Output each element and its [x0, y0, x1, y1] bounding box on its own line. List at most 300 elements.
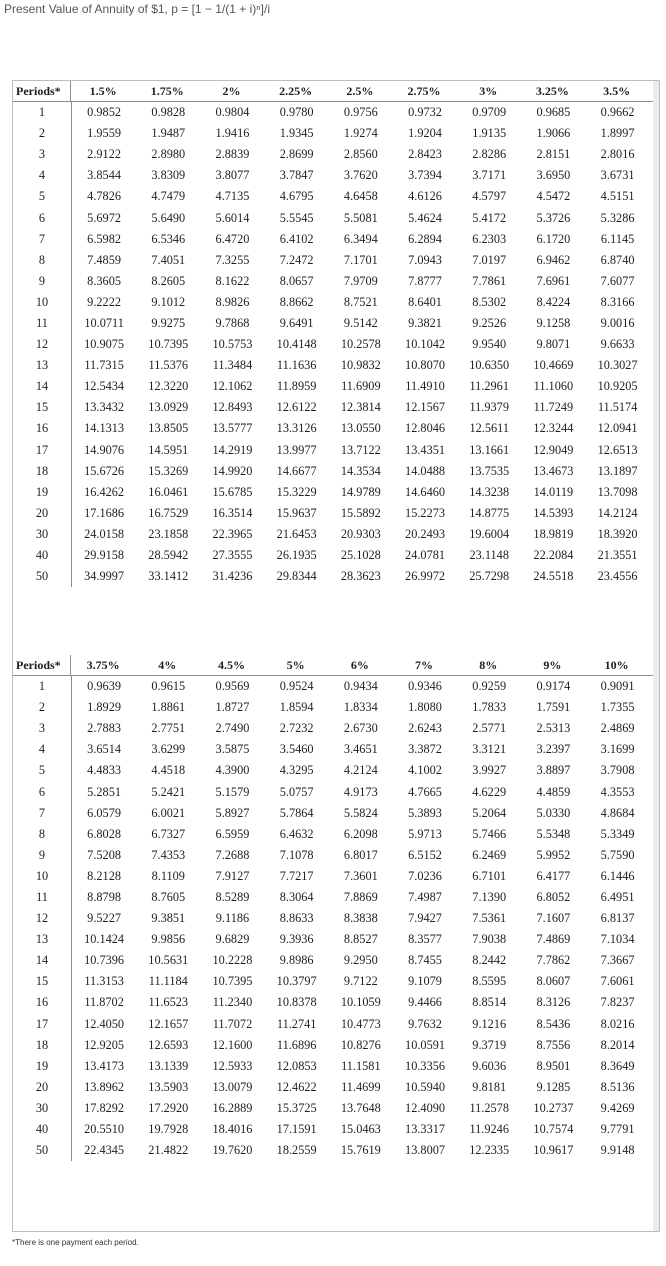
value-cell: 22.4345 — [84, 1143, 125, 1158]
value-cell: 1.9416 — [215, 126, 250, 141]
value-cell: 13.0550 — [340, 421, 381, 436]
value-cell: 19.7928 — [148, 1122, 189, 1137]
value-cell: 14.3534 — [340, 463, 381, 478]
table-row — [13, 1140, 659, 1161]
value-cell: 7.6961 — [536, 273, 571, 288]
value-cell: 12.1657 — [148, 1016, 189, 1031]
header-row — [13, 655, 659, 676]
value-cell: 6.2469 — [472, 847, 507, 862]
value-cell: 3.1699 — [600, 742, 635, 757]
value-cell: 11.8959 — [276, 379, 317, 394]
value-cell: 6.5346 — [151, 231, 186, 246]
value-cell: 9.2950 — [343, 953, 378, 968]
value-cell: 2.8560 — [343, 147, 378, 162]
value-cell: 5.2064 — [472, 805, 507, 820]
period-cell: 2 — [13, 123, 72, 144]
value-cell: 5.6972 — [87, 210, 121, 225]
value-cell: 6.2098 — [343, 826, 378, 841]
value-cell: 6.7327 — [151, 826, 186, 841]
value-cell: 4.1002 — [408, 763, 442, 778]
value-cell: 12.8493 — [212, 400, 253, 415]
rate-header: 3% — [479, 83, 498, 98]
value-cell: 2.8286 — [472, 147, 507, 162]
rate-header: 3.75% — [86, 657, 120, 672]
value-cell: 6.8028 — [87, 826, 121, 841]
value-cell: 13.0929 — [148, 400, 189, 415]
value-cell: 16.7529 — [148, 505, 189, 520]
table-row — [13, 566, 659, 587]
value-cell: 9.8071 — [536, 337, 571, 352]
value-cell: 12.1600 — [212, 1037, 253, 1052]
rate-header: 2.5% — [346, 83, 374, 98]
value-cell: 6.2894 — [408, 231, 442, 246]
value-cell: 0.9852 — [87, 105, 121, 120]
value-cell: 23.1148 — [469, 548, 509, 563]
period-cell: 13 — [13, 929, 72, 950]
table-row — [13, 1056, 659, 1077]
value-cell: 7.2688 — [215, 847, 250, 862]
value-cell: 1.8080 — [408, 700, 442, 715]
value-cell: 10.0711 — [84, 315, 124, 330]
value-cell: 15.3269 — [148, 463, 189, 478]
value-cell: 9.1186 — [215, 911, 250, 926]
value-cell: 23.1858 — [148, 526, 189, 541]
period-cell: 18 — [13, 461, 72, 482]
value-cell: 9.3821 — [408, 315, 442, 330]
value-cell: 15.7619 — [340, 1143, 381, 1158]
value-cell: 34.9997 — [84, 569, 125, 584]
rate-header: 9% — [543, 657, 562, 672]
value-cell: 28.5942 — [148, 548, 189, 563]
value-cell: 5.7864 — [279, 805, 314, 820]
value-cell: 8.8633 — [279, 911, 314, 926]
value-cell: 3.2397 — [536, 742, 571, 757]
value-cell: 9.9148 — [600, 1143, 635, 1158]
table-row — [13, 102, 659, 123]
period-cell: 9 — [13, 845, 72, 866]
value-cell: 0.9709 — [472, 105, 507, 120]
table-row — [13, 229, 659, 250]
value-cell: 4.4518 — [151, 763, 186, 778]
period-cell: 18 — [13, 1035, 72, 1056]
value-cell: 15.3725 — [276, 1100, 317, 1115]
value-cell: 8.3126 — [536, 995, 571, 1010]
value-cell: 6.4720 — [215, 231, 250, 246]
value-cell: 4.6126 — [408, 189, 442, 204]
period-cell: 20 — [13, 503, 72, 524]
value-cell: 12.2335 — [469, 1143, 510, 1158]
value-cell: 2.5771 — [472, 721, 507, 736]
value-cell: 1.8861 — [151, 700, 186, 715]
annuity-table-top — [13, 81, 659, 587]
value-cell: 6.9462 — [536, 252, 571, 267]
value-cell: 7.8869 — [343, 889, 378, 904]
value-cell: 9.2222 — [87, 294, 121, 309]
value-cell: 24.0158 — [84, 526, 125, 541]
table-row — [13, 524, 659, 545]
table-row — [13, 503, 659, 524]
rate-header: 4.5% — [217, 657, 245, 672]
value-cell: 12.0941 — [597, 421, 638, 436]
value-cell: 13.7122 — [340, 442, 381, 457]
value-cell: 8.7556 — [536, 1037, 571, 1052]
value-cell: 2.8423 — [408, 147, 442, 162]
value-cell: 3.6731 — [600, 168, 635, 183]
value-cell: 11.6896 — [276, 1037, 317, 1052]
value-cell: 4.5151 — [600, 189, 635, 204]
value-cell: 10.8070 — [405, 358, 446, 373]
value-cell: 9.7868 — [215, 315, 250, 330]
rate-header: 8% — [479, 657, 498, 672]
period-cell: 8 — [13, 250, 72, 271]
period-cell: 3 — [13, 144, 72, 165]
value-cell: 4.5797 — [472, 189, 507, 204]
value-cell: 8.1622 — [215, 273, 250, 288]
value-cell: 5.3286 — [600, 210, 635, 225]
value-cell: 0.9804 — [215, 105, 250, 120]
value-cell: 21.6453 — [276, 526, 317, 541]
value-cell: 5.7590 — [600, 847, 635, 862]
value-cell: 15.2273 — [405, 505, 446, 520]
value-cell: 7.8237 — [600, 995, 635, 1010]
value-cell: 9.6036 — [472, 1058, 507, 1073]
value-cell: 19.6004 — [469, 526, 510, 541]
table-row — [13, 482, 659, 503]
value-cell: 0.9615 — [151, 679, 186, 694]
value-cell: 14.2124 — [597, 505, 638, 520]
value-cell: 0.9569 — [215, 679, 250, 694]
value-cell: 8.8798 — [87, 889, 121, 904]
value-cell: 7.1607 — [536, 911, 571, 926]
table-row — [13, 1119, 659, 1140]
period-cell: 20 — [13, 1077, 72, 1098]
value-cell: 2.7883 — [87, 721, 121, 736]
right-edge-divider — [653, 81, 659, 1231]
value-cell: 13.3126 — [276, 421, 317, 436]
value-cell: 8.2128 — [87, 868, 121, 883]
period-cell: 50 — [13, 1140, 72, 1161]
value-cell: 2.8980 — [151, 147, 186, 162]
value-cell: 1.9487 — [151, 126, 186, 141]
table-row — [13, 908, 659, 929]
value-cell: 15.5892 — [340, 505, 381, 520]
value-cell: 4.3295 — [279, 763, 314, 778]
header-row — [13, 81, 659, 102]
value-cell: 11.7072 — [212, 1016, 253, 1031]
value-cell: 13.1897 — [597, 463, 638, 478]
value-cell: 5.1579 — [215, 784, 250, 799]
value-cell: 20.5510 — [84, 1122, 125, 1137]
value-cell: 8.7605 — [151, 889, 186, 904]
value-cell: 9.4269 — [600, 1100, 635, 1115]
value-cell: 20.2493 — [405, 526, 446, 541]
value-cell: 6.8740 — [600, 252, 635, 267]
value-cell: 6.8052 — [536, 889, 571, 904]
value-cell: 9.9856 — [151, 932, 186, 947]
value-cell: 8.9501 — [536, 1058, 571, 1073]
value-cell: 12.9205 — [84, 1037, 125, 1052]
value-cell: 5.9952 — [536, 847, 571, 862]
period-cell: 17 — [13, 440, 72, 461]
table-row — [13, 803, 659, 824]
value-cell: 10.3027 — [597, 358, 638, 373]
value-cell: 4.2124 — [343, 763, 378, 778]
value-cell: 14.3238 — [469, 484, 510, 499]
value-cell: 11.7249 — [533, 400, 574, 415]
table-row — [13, 440, 659, 461]
value-cell: 3.7171 — [472, 168, 507, 183]
value-cell: 9.3936 — [279, 932, 314, 947]
value-cell: 2.7490 — [215, 721, 250, 736]
table-row — [13, 739, 659, 760]
period-cell: 11 — [13, 313, 72, 334]
period-cell: 15 — [13, 397, 72, 418]
value-cell: 12.4622 — [276, 1079, 317, 1094]
value-cell: 1.7355 — [600, 700, 635, 715]
table-row — [13, 376, 659, 397]
value-cell: 10.9205 — [597, 379, 638, 394]
value-cell: 7.9127 — [215, 868, 250, 883]
table-row — [13, 887, 659, 908]
value-cell: 8.5136 — [600, 1079, 635, 1094]
table-row — [13, 123, 659, 144]
table-row — [13, 697, 659, 718]
value-cell: 33.1412 — [148, 569, 189, 584]
table-row — [13, 292, 659, 313]
value-cell: 13.3317 — [405, 1122, 446, 1137]
value-cell: 13.4351 — [405, 442, 446, 457]
value-cell: 8.3577 — [408, 932, 442, 947]
value-cell: 5.2851 — [87, 784, 121, 799]
value-cell: 7.9709 — [343, 273, 378, 288]
value-cell: 1.8929 — [87, 700, 121, 715]
value-cell: 5.4624 — [408, 210, 442, 225]
value-cell: 8.3064 — [279, 889, 314, 904]
value-cell: 11.6523 — [148, 995, 189, 1010]
periods-header: Periods* — [13, 655, 71, 675]
table-row — [13, 165, 659, 186]
value-cell: 6.5982 — [87, 231, 121, 246]
value-cell: 13.3432 — [84, 400, 125, 415]
value-cell: 9.7632 — [408, 1016, 442, 1031]
period-cell: 19 — [13, 1056, 72, 1077]
value-cell: 8.0657 — [279, 273, 314, 288]
value-cell: 6.8137 — [600, 911, 635, 926]
annuity-table-sheet — [12, 80, 660, 1232]
value-cell: 9.1012 — [151, 294, 186, 309]
value-cell: 9.5227 — [87, 911, 121, 926]
period-cell: 5 — [13, 760, 72, 781]
value-cell: 8.8514 — [472, 995, 507, 1010]
value-cell: 10.9617 — [533, 1143, 574, 1158]
value-cell: 12.0853 — [276, 1058, 317, 1073]
value-cell: 4.7479 — [151, 189, 186, 204]
table-row — [13, 461, 659, 482]
value-cell: 11.5174 — [597, 400, 638, 415]
value-cell: 4.4859 — [536, 784, 571, 799]
value-cell: 11.2340 — [212, 995, 253, 1010]
value-cell: 15.3229 — [276, 484, 317, 499]
value-cell: 10.0591 — [405, 1037, 446, 1052]
value-cell: 1.9135 — [472, 126, 507, 141]
value-cell: 4.4833 — [87, 763, 121, 778]
table-row — [13, 271, 659, 292]
value-cell: 7.3667 — [600, 953, 635, 968]
value-cell: 25.7298 — [469, 569, 510, 584]
table-row — [13, 313, 659, 334]
value-cell: 10.1059 — [340, 995, 381, 1010]
value-cell: 7.5208 — [87, 847, 121, 862]
value-cell: 10.4148 — [276, 337, 317, 352]
value-cell: 1.9559 — [87, 126, 121, 141]
period-cell: 4 — [13, 165, 72, 186]
value-cell: 10.5753 — [212, 337, 253, 352]
value-cell: 0.9524 — [279, 679, 314, 694]
period-cell: 7 — [13, 229, 72, 250]
value-cell: 11.5376 — [148, 358, 189, 373]
value-cell: 25.1028 — [340, 548, 381, 563]
value-cell: 13.9977 — [276, 442, 317, 457]
value-cell: 11.6909 — [341, 379, 381, 394]
value-cell: 5.6014 — [215, 210, 250, 225]
value-cell: 8.7455 — [408, 953, 442, 968]
value-cell: 0.9732 — [408, 105, 442, 120]
value-cell: 9.7791 — [600, 1122, 635, 1137]
value-cell: 10.2228 — [212, 953, 253, 968]
period-cell: 6 — [13, 781, 72, 802]
period-cell: 1 — [13, 102, 72, 123]
value-cell: 12.1567 — [405, 400, 446, 415]
value-cell: 4.6458 — [343, 189, 378, 204]
table-row — [13, 545, 659, 566]
value-cell: 8.3605 — [87, 273, 121, 288]
value-cell: 1.7833 — [472, 700, 507, 715]
value-cell: 7.1078 — [279, 847, 314, 862]
value-cell: 5.6490 — [151, 210, 186, 225]
value-cell: 1.9204 — [408, 126, 442, 141]
value-cell: 11.7315 — [84, 358, 124, 373]
table-row — [13, 1035, 659, 1056]
value-cell: 0.9828 — [151, 105, 186, 120]
value-cell: 8.5289 — [215, 889, 250, 904]
value-cell: 13.7535 — [469, 463, 510, 478]
value-cell: 18.4016 — [212, 1122, 253, 1137]
value-cell: 1.8727 — [215, 700, 250, 715]
value-cell: 3.6514 — [87, 742, 121, 757]
value-cell: 7.4051 — [151, 252, 186, 267]
value-cell: 12.5611 — [469, 421, 509, 436]
table-row — [13, 186, 659, 207]
value-cell: 8.2442 — [472, 953, 507, 968]
value-cell: 5.5545 — [279, 210, 314, 225]
value-cell: 11.8702 — [84, 995, 124, 1010]
value-cell: 9.6491 — [279, 315, 314, 330]
table-row — [13, 250, 659, 271]
value-cell: 7.6077 — [600, 273, 635, 288]
value-cell: 14.2919 — [212, 442, 253, 457]
value-cell: 11.3484 — [212, 358, 253, 373]
value-cell: 9.8986 — [279, 953, 314, 968]
value-cell: 7.8777 — [408, 273, 442, 288]
value-cell: 29.8344 — [276, 569, 317, 584]
value-cell: 7.1034 — [600, 932, 635, 947]
value-cell: 10.3797 — [276, 974, 317, 989]
value-cell: 11.2741 — [276, 1016, 317, 1031]
period-cell: 14 — [13, 950, 72, 971]
value-cell: 9.6829 — [215, 932, 250, 947]
value-cell: 4.9173 — [343, 784, 378, 799]
value-cell: 10.9832 — [340, 358, 381, 373]
value-cell: 10.6350 — [469, 358, 510, 373]
table-row — [13, 397, 659, 418]
value-cell: 13.5903 — [148, 1079, 189, 1094]
rate-header: 2% — [222, 83, 241, 98]
value-cell: 18.2559 — [276, 1143, 317, 1158]
footnote: *There is one payment each period. — [12, 1238, 139, 1247]
value-cell: 2.8839 — [215, 147, 250, 162]
period-cell: 40 — [13, 545, 72, 566]
value-cell: 6.1446 — [600, 868, 635, 883]
value-cell: 12.5933 — [212, 1058, 253, 1073]
value-cell: 27.3555 — [212, 548, 253, 563]
value-cell: 14.1313 — [84, 421, 125, 436]
value-cell: 6.4177 — [536, 868, 571, 883]
value-cell: 8.0216 — [600, 1016, 635, 1031]
value-cell: 11.3153 — [84, 974, 124, 989]
rate-header: 2.75% — [407, 83, 441, 98]
value-cell: 0.9259 — [472, 679, 507, 694]
rate-header: 3.5% — [603, 83, 631, 98]
value-cell: 14.0488 — [405, 463, 446, 478]
value-cell: 4.7135 — [215, 189, 250, 204]
value-cell: 7.0197 — [472, 252, 507, 267]
value-cell: 10.7574 — [533, 1122, 574, 1137]
value-cell: 6.0579 — [87, 805, 121, 820]
value-cell: 9.9275 — [151, 315, 186, 330]
value-cell: 10.5940 — [405, 1079, 446, 1094]
table-row — [13, 781, 659, 802]
value-cell: 17.1591 — [276, 1122, 317, 1137]
value-cell: 10.7395 — [212, 974, 253, 989]
value-cell: 6.1145 — [600, 231, 635, 246]
value-cell: 9.8181 — [472, 1079, 507, 1094]
table-row — [13, 1098, 659, 1119]
value-cell: 15.0463 — [340, 1122, 381, 1137]
value-cell: 6.7101 — [472, 868, 507, 883]
value-cell: 7.5361 — [472, 911, 507, 926]
value-cell: 10.4773 — [340, 1016, 381, 1031]
value-cell: 1.9345 — [279, 126, 314, 141]
value-cell: 14.9076 — [84, 442, 125, 457]
value-cell: 17.8292 — [84, 1100, 125, 1115]
table-row — [13, 144, 659, 165]
value-cell: 9.1285 — [536, 1079, 571, 1094]
period-cell: 30 — [13, 1098, 72, 1119]
value-cell: 8.5436 — [536, 1016, 571, 1031]
value-cell: 4.7665 — [408, 784, 442, 799]
rate-header: 2.25% — [279, 83, 313, 98]
period-cell: 16 — [13, 418, 72, 439]
value-cell: 5.3726 — [536, 210, 571, 225]
value-cell: 10.7395 — [148, 337, 189, 352]
value-cell: 5.5824 — [343, 805, 378, 820]
value-cell: 12.3220 — [148, 379, 189, 394]
rate-header: 6% — [350, 657, 369, 672]
value-cell: 10.1042 — [405, 337, 446, 352]
value-cell: 12.4050 — [84, 1016, 125, 1031]
table-row — [13, 1014, 659, 1035]
value-cell: 12.6593 — [148, 1037, 189, 1052]
